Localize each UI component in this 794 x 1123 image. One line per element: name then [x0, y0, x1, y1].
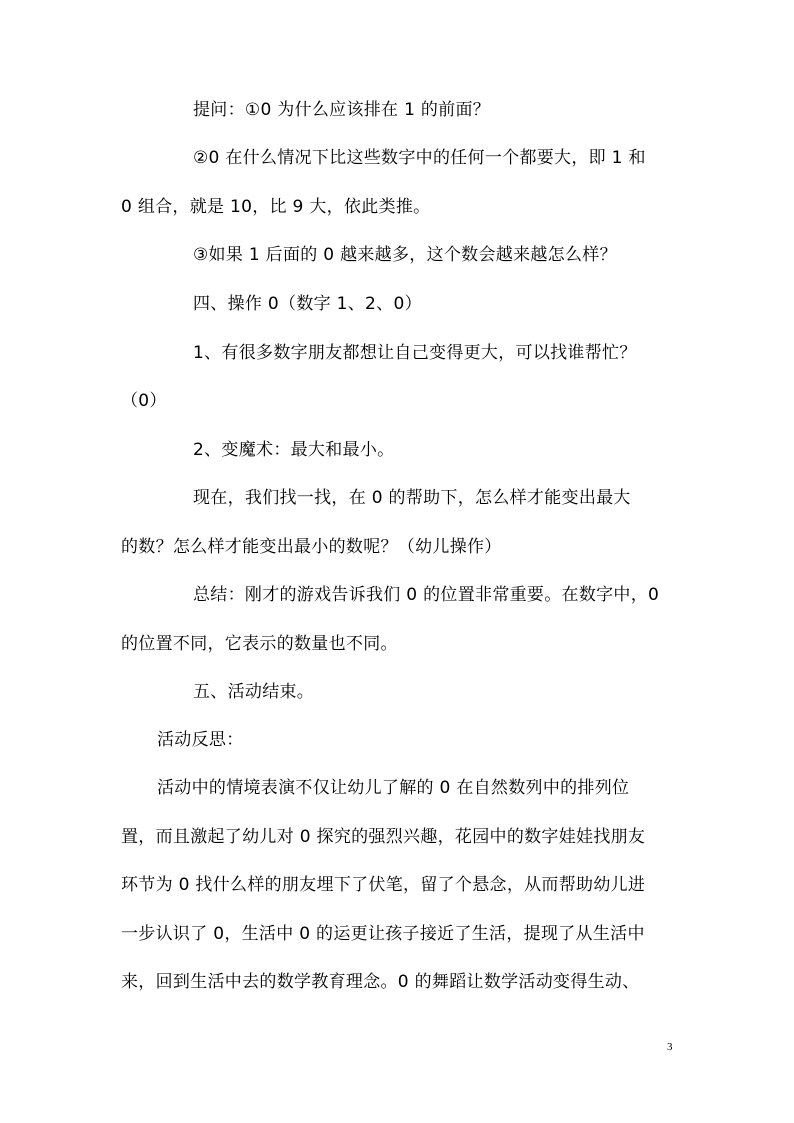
- section-heading: 五、活动结束。: [193, 682, 315, 702]
- paragraph-line: 环节为 0 找什么样的朋友埋下了伏笔，留了个悬念，从而帮助幼儿进: [121, 875, 646, 895]
- section-heading: 活动反思：: [157, 730, 244, 750]
- page-number: 3: [667, 1041, 673, 1053]
- paragraph-line: 来，回到生活中去的数学教育理念。0 的舞蹈让数学活动变得生动、: [121, 972, 640, 992]
- paragraph-line: 一步认识了 0，生活中 0 的运更让孩子接近了生活，提现了从生活中: [121, 924, 645, 944]
- paragraph-line: ③如果 1 后面的 0 越来越多，这个数会越来越怎么样？: [193, 245, 617, 265]
- paragraph-line: 总结：刚才的游戏告诉我们 0 的位置非常重要。在数字中，0: [193, 585, 660, 605]
- paragraph-line: ②0 在什么情况下比这些数字中的任何一个都要大，即 1 和: [193, 148, 646, 168]
- paragraph-line: 提问：①0 为什么应该排在 1 的前面？: [193, 100, 491, 120]
- paragraph-line: 2、变魔术：最大和最小。: [193, 440, 395, 460]
- paragraph-line: 1、有很多数字朋友都想让自己变得更大，可以找谁帮忙？: [193, 343, 637, 363]
- paragraph-line: 现在，我们找一找，在 0 的帮助下，怎么样才能变出最大: [193, 488, 631, 508]
- paragraph-line: 的位置不同，它表示的数量也不同。: [121, 634, 398, 654]
- section-heading: 四、操作 0（数字 1、2、0）: [193, 294, 422, 314]
- paragraph-line: 活动中的情境表演不仅让幼儿了解的 0 在自然数列中的排列位: [157, 778, 630, 798]
- paragraph-line: 置，而且激起了幼儿对 0 探究的强烈兴趣，花园中的数字娃娃找朋友: [121, 827, 646, 847]
- paragraph-line: 0 组合，就是 10，比 9 大，依此类推。: [121, 197, 431, 217]
- paragraph-line: （0）: [121, 391, 167, 411]
- paragraph-line: 的数？怎么样才能变出最小的数呢？（幼儿操作）: [121, 537, 502, 557]
